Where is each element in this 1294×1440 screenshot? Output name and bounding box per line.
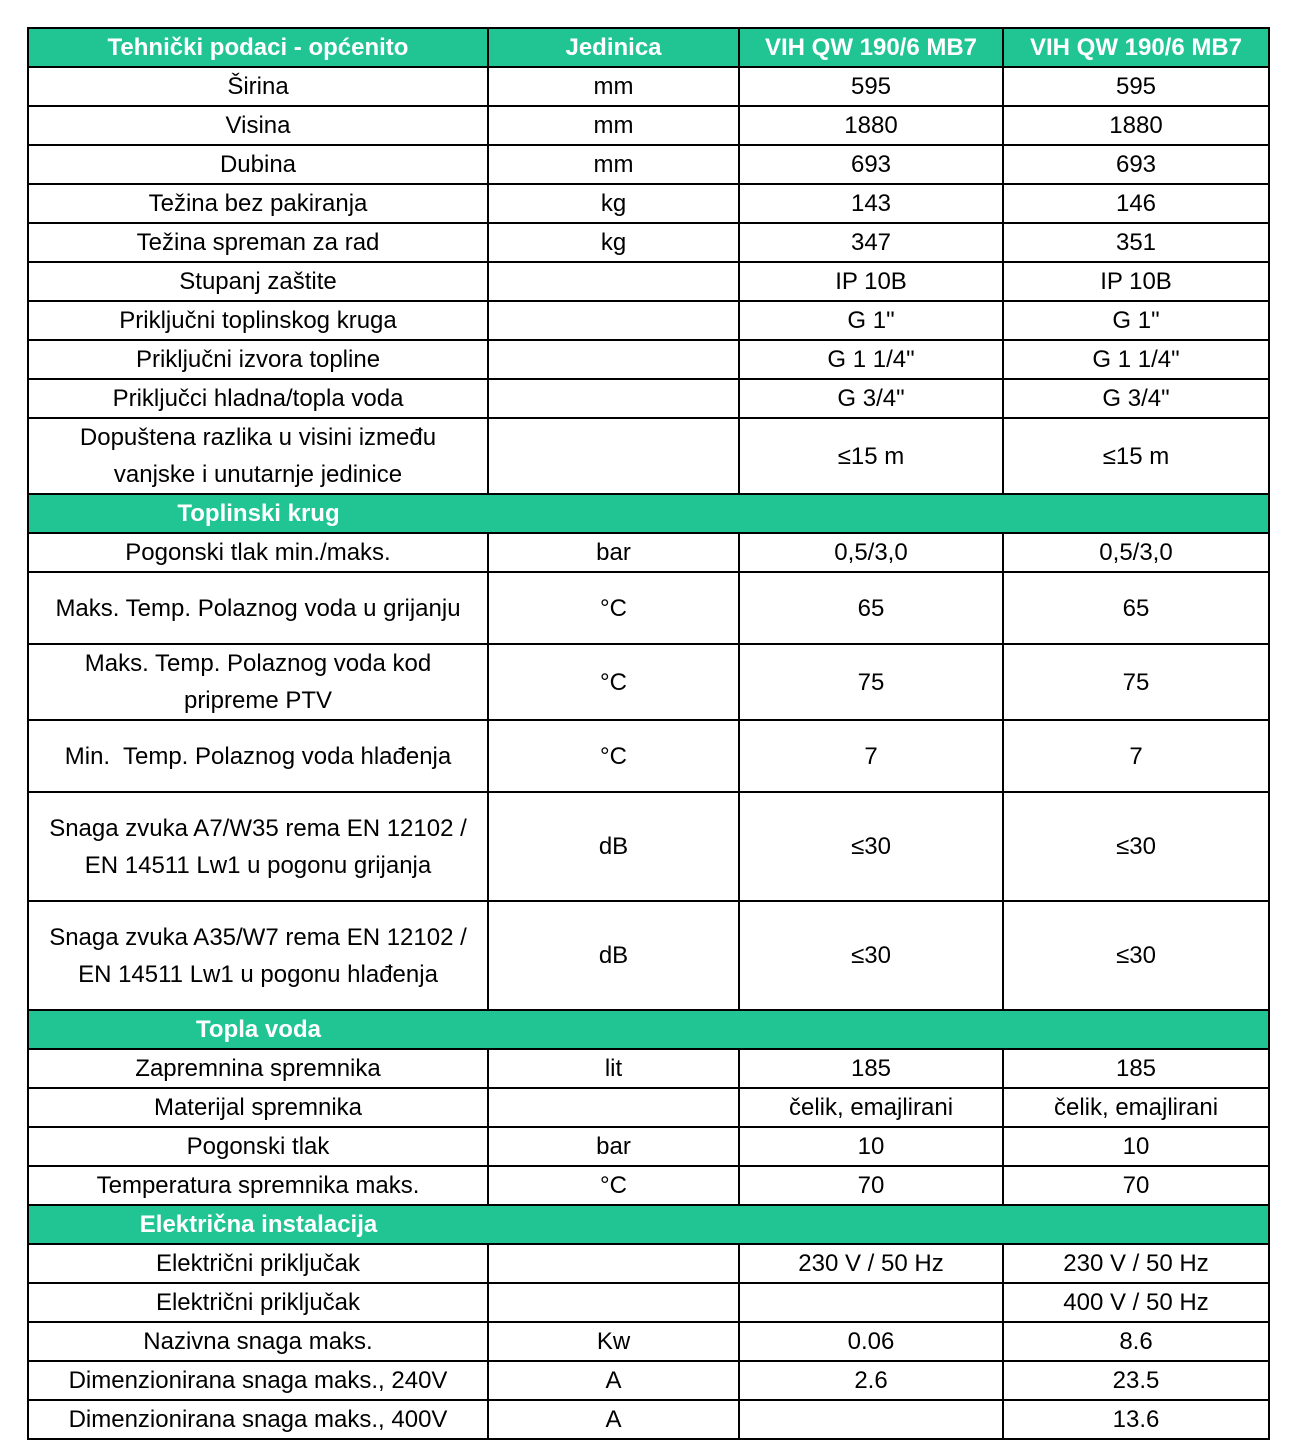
row-value-b: IP 10B (1003, 262, 1269, 301)
row-unit (488, 1244, 739, 1283)
row-label: Dimenzionirana snaga maks., 240V (28, 1361, 488, 1400)
row-label: Električni priključak (28, 1244, 488, 1283)
row-value-a: 70 (739, 1166, 1003, 1205)
row-unit: mm (488, 67, 739, 106)
row-label: Priključni toplinskog kruga (28, 301, 488, 340)
row-value-a (739, 1283, 1003, 1322)
row-label: Težina spreman za rad (28, 223, 488, 262)
row-label (28, 901, 488, 1010)
row-value-b: 1880 (1003, 106, 1269, 145)
row-value-a: 75 (739, 644, 1003, 720)
table-row (28, 340, 1269, 379)
section-title: Toplinski krug (28, 494, 488, 533)
row-unit (488, 1283, 739, 1322)
table-row (28, 301, 1269, 340)
row-value-a: 10 (739, 1127, 1003, 1166)
row-value-a: G 1 1/4" (739, 340, 1003, 379)
row-label (28, 644, 488, 720)
row-label-line2: vanjske i unutarnje jedinice (113, 461, 403, 488)
table-row (28, 1400, 1269, 1439)
section-header-heating (28, 494, 1269, 533)
row-label: Dubina (28, 145, 488, 184)
row-unit: lit (488, 1049, 739, 1088)
row-unit: °C (488, 720, 739, 792)
row-value-b: 595 (1003, 67, 1269, 106)
table-row (28, 262, 1269, 301)
row-value-a: 0,5/3,0 (739, 533, 1003, 572)
table-row (28, 1166, 1269, 1205)
row-value-a: ≤30 (739, 901, 1003, 1010)
row-value-b: 70 (1003, 1166, 1269, 1205)
row-value-a: 65 (739, 572, 1003, 644)
row-label-line2: pripreme PTV (183, 687, 333, 714)
section-header-hotwater (28, 1010, 1269, 1049)
row-label-line1: Dopuštena razlika u visini između (79, 424, 437, 451)
row-label: Priključci hladna/topla voda (28, 379, 488, 418)
row-value-b: G 1 1/4" (1003, 340, 1269, 379)
table-row (28, 418, 1269, 494)
row-value-a: 0.06 (739, 1322, 1003, 1361)
row-label: Maks. Temp. Polaznog voda u grijanju (28, 572, 488, 644)
table-row (28, 1283, 1269, 1322)
row-unit: °C (488, 644, 739, 720)
table-row (28, 1088, 1269, 1127)
table-row (28, 1322, 1269, 1361)
row-unit: kg (488, 184, 739, 223)
section-fill (488, 1010, 1269, 1049)
row-unit (488, 301, 739, 340)
row-value-b: 23.5 (1003, 1361, 1269, 1400)
row-unit: dB (488, 792, 739, 901)
table-row (28, 1361, 1269, 1400)
table-row (28, 1244, 1269, 1283)
row-value-a: 143 (739, 184, 1003, 223)
row-value-b: ≤15 m (1003, 418, 1269, 494)
row-value-a: G 3/4" (739, 379, 1003, 418)
spec-table (27, 27, 1270, 1440)
row-unit: °C (488, 572, 739, 644)
row-label: Nazivna snaga maks. (28, 1322, 488, 1361)
row-label-line1: Maks. Temp. Polaznog voda kod (84, 650, 432, 677)
row-value-b: čelik, emajlirani (1003, 1088, 1269, 1127)
table-row (28, 720, 1269, 792)
row-unit (488, 262, 739, 301)
row-value-b: G 1" (1003, 301, 1269, 340)
row-value-b: ≤30 (1003, 792, 1269, 901)
table-row (28, 379, 1269, 418)
row-value-a: 1880 (739, 106, 1003, 145)
row-value-a: ≤15 m (739, 418, 1003, 494)
row-value-b: 351 (1003, 223, 1269, 262)
table-row (28, 572, 1269, 644)
header-unit: Jedinica (488, 28, 739, 67)
table-row (28, 1049, 1269, 1088)
row-label: Priključni izvora topline (28, 340, 488, 379)
row-label: Visina (28, 106, 488, 145)
row-value-a: 2.6 (739, 1361, 1003, 1400)
row-unit: mm (488, 145, 739, 184)
row-value-a (739, 1400, 1003, 1439)
row-value-a: G 1" (739, 301, 1003, 340)
row-value-b: 75 (1003, 644, 1269, 720)
row-value-a: 595 (739, 67, 1003, 106)
table-row (28, 792, 1269, 901)
table-row (28, 533, 1269, 572)
header-model-b: VIH QW 190/6 MB7 (1003, 28, 1269, 67)
row-label: Električni priključak (28, 1283, 488, 1322)
row-value-b: 13.6 (1003, 1400, 1269, 1439)
row-value-b: 693 (1003, 145, 1269, 184)
row-value-a: 185 (739, 1049, 1003, 1088)
table-row (28, 223, 1269, 262)
row-label: Širina (28, 67, 488, 106)
row-value-b: 65 (1003, 572, 1269, 644)
row-value-b: G 3/4" (1003, 379, 1269, 418)
row-unit: Kw (488, 1322, 739, 1361)
row-unit (488, 418, 739, 494)
section-title: Topla voda (28, 1010, 488, 1049)
row-value-a: čelik, emajlirani (739, 1088, 1003, 1127)
row-label: Dimenzionirana snaga maks., 400V (28, 1400, 488, 1439)
row-unit (488, 340, 739, 379)
table-row (28, 184, 1269, 223)
row-unit: dB (488, 901, 739, 1010)
row-label: Materijal spremnika (28, 1088, 488, 1127)
header-model-a: VIH QW 190/6 MB7 (739, 28, 1003, 67)
row-value-b: ≤30 (1003, 901, 1269, 1010)
row-unit: kg (488, 223, 739, 262)
row-label-line2: EN 14511 Lw1 u pogonu grijanja (84, 851, 432, 879)
row-value-b: 10 (1003, 1127, 1269, 1166)
row-unit: mm (488, 106, 739, 145)
row-unit: °C (488, 1166, 739, 1205)
row-unit: bar (488, 1127, 739, 1166)
row-value-a: 230 V / 50 Hz (739, 1244, 1003, 1283)
table-row (28, 1127, 1269, 1166)
row-label-line1: Snaga zvuka A35/W7 rema EN 12102 / (49, 923, 467, 951)
row-value-b: 230 V / 50 Hz (1003, 1244, 1269, 1283)
row-unit (488, 379, 739, 418)
section-header-electrical (28, 1205, 1269, 1244)
row-value-a: 347 (739, 223, 1003, 262)
row-label-line2: EN 14511 Lw1 u pogonu hlađenja (78, 960, 438, 988)
row-label-line1: Snaga zvuka A7/W35 rema EN 12102 / (49, 814, 467, 842)
row-label: Pogonski tlak (28, 1127, 488, 1166)
row-value-b: 7 (1003, 720, 1269, 792)
row-unit: A (488, 1400, 739, 1439)
row-value-b: 146 (1003, 184, 1269, 223)
row-value-a: ≤30 (739, 792, 1003, 901)
row-unit: bar (488, 533, 739, 572)
row-value-b: 400 V / 50 Hz (1003, 1283, 1269, 1322)
row-value-b: 0,5/3,0 (1003, 533, 1269, 572)
row-value-a: 7 (739, 720, 1003, 792)
row-label (28, 418, 488, 494)
row-label (28, 792, 488, 901)
row-value-a: 693 (739, 145, 1003, 184)
row-label: Temperatura spremnika maks. (28, 1166, 488, 1205)
table-row (28, 106, 1269, 145)
row-label: Zapremnina spremnika (28, 1049, 488, 1088)
header-param: Tehnički podaci - općenito (28, 28, 488, 67)
row-label: Pogonski tlak min./maks. (28, 533, 488, 572)
table-row (28, 67, 1269, 106)
row-unit (488, 1088, 739, 1127)
section-fill (488, 494, 1269, 533)
row-label: Stupanj zaštite (28, 262, 488, 301)
section-title: Električna instalacija (28, 1205, 488, 1244)
row-label: Težina bez pakiranja (28, 184, 488, 223)
table-header-row (28, 28, 1269, 67)
section-fill (488, 1205, 1269, 1244)
row-value-b: 185 (1003, 1049, 1269, 1088)
row-label: Min. Temp. Polaznog voda hlađenja (28, 720, 488, 792)
row-value-b: 8.6 (1003, 1322, 1269, 1361)
table-row (28, 145, 1269, 184)
row-unit: A (488, 1361, 739, 1400)
row-value-a: IP 10B (739, 262, 1003, 301)
table-row (28, 644, 1269, 720)
table-row (28, 901, 1269, 1010)
